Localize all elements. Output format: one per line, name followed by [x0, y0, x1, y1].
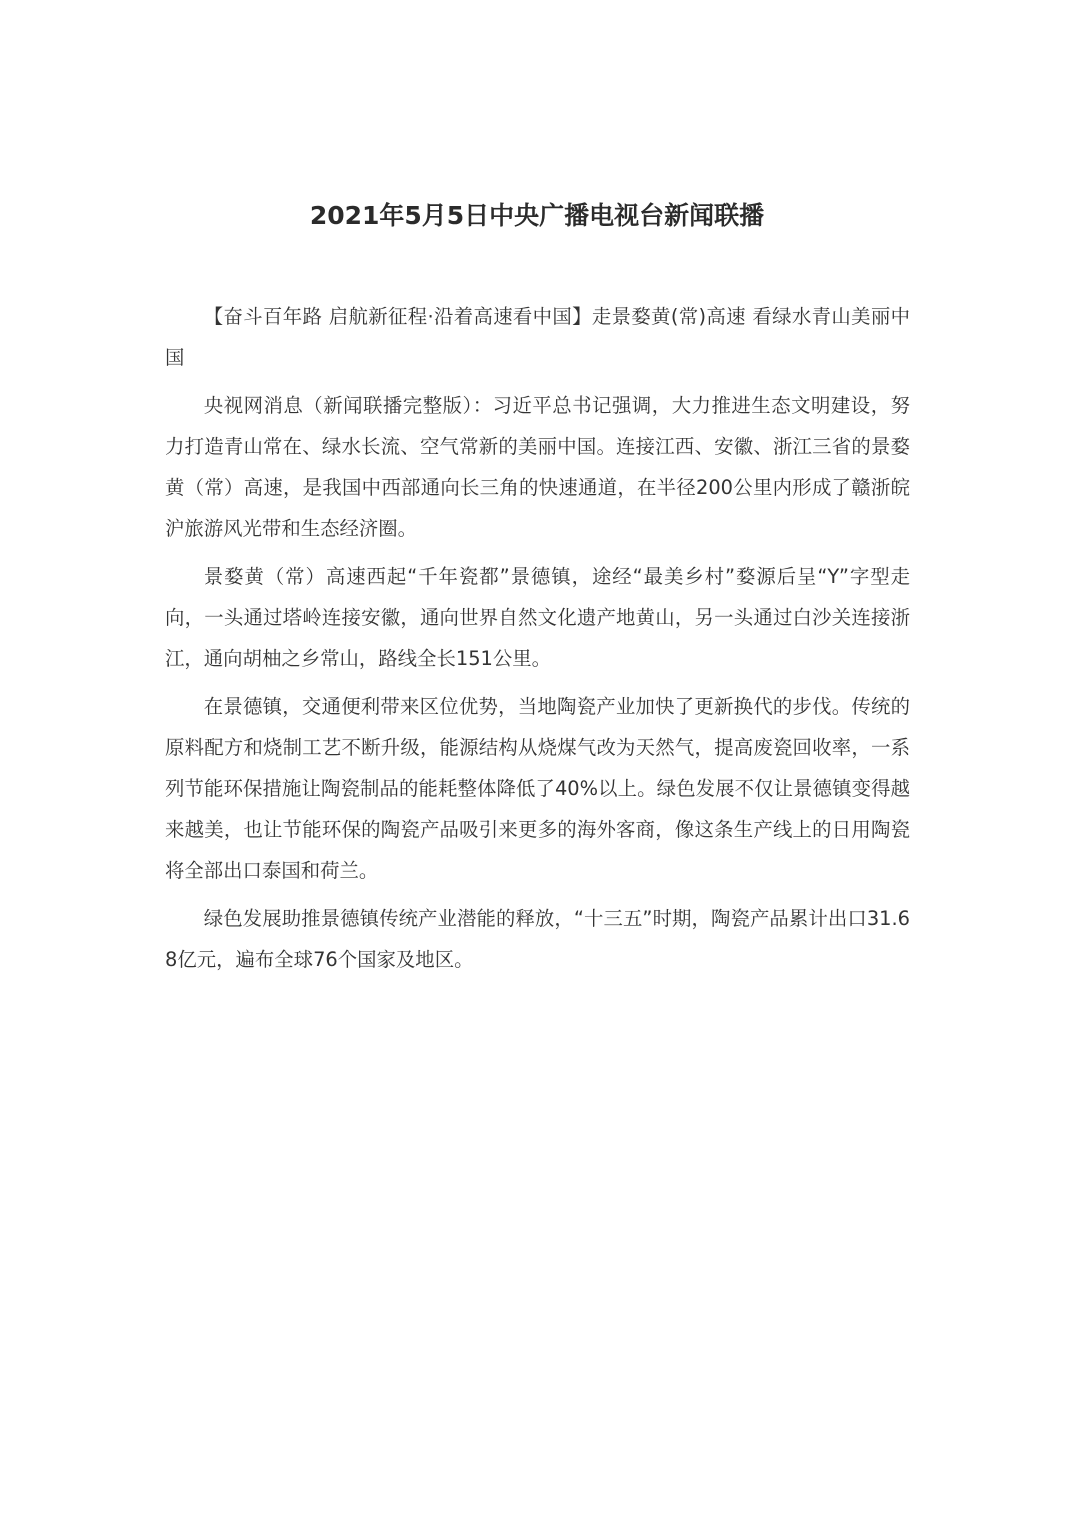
paragraph-headline: 【奋斗百年路 启航新征程·沿着高速看中国】走景婺黄(常)高速 看绿水青山美丽中国 — [165, 305, 910, 369]
paragraph-intro: 央视网消息（新闻联播完整版）：习近平总书记强调，大力推进生态文明建设，努力打造青山常在、绿水长流、空气常新的美丽中国。连接江西、安徽、浙江三省的景婺黄（常）高速，是我国中西部通向长三角的快速通道，在半径200公里内形成了赣浙皖沪旅游风光带和生态经济圈。 — [165, 394, 910, 540]
article-body — [165, 296, 910, 987]
paragraph-route: 景婺黄（常）高速西起“千年瓷都”景德镇，途经“最美乡村”婺源后呈“Y”字型走向，一头通过塔岭连接安徽，通向世界自然文化遗产地黄山，另一头通过白沙关连接浙江，通向胡柚之乡常山，路线全长151公里。 — [165, 565, 910, 670]
paragraph-ceramics: 在景德镇，交通便利带来区位优势，当地陶瓷产业加快了更新换代的步伐。传统的原料配方和烧制工艺不断升级，能源结构从烧煤气改为天然气，提高废瓷回收率，一系列节能环保措施让陶瓷制品的能耗整体降低了40%以上。绿色发展不仅让景德镇变得越来越美，也让节能环保的陶瓷产品吸引来更多的海外客商，像这条生产线上的日用陶瓷将全部出口泰国和荷兰。 — [165, 695, 910, 882]
paragraph-exports: 绿色发展助推景德镇传统产业潜能的释放，“十三五”时期，陶瓷产品累计出口31.68亿元，遍布全球76个国家及地区。 — [165, 907, 910, 971]
page-title: 2021年5月5日中央广播电视台新闻联播 — [309, 201, 765, 230]
